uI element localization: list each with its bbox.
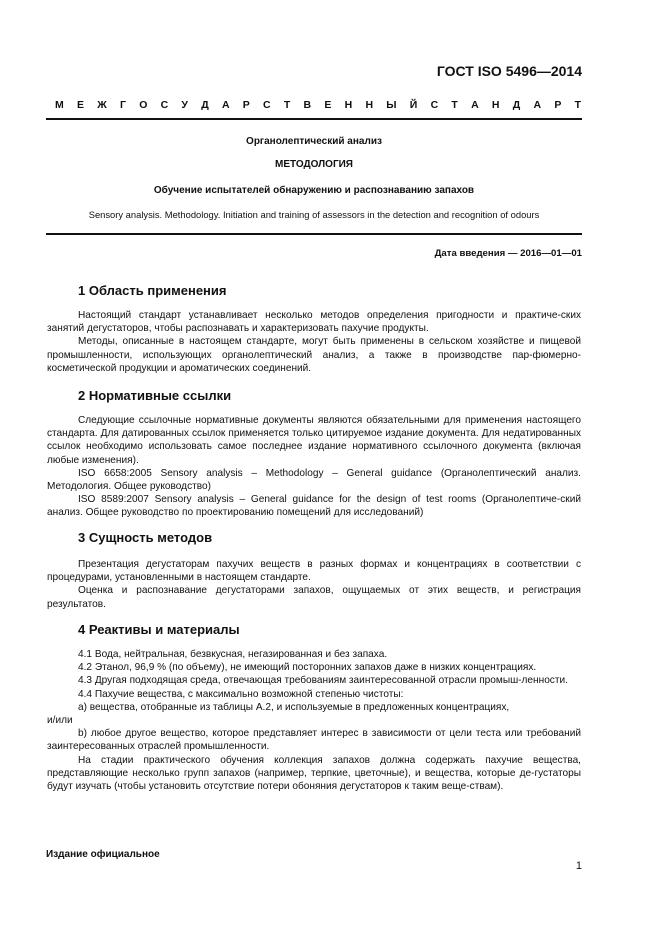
section-1-heading: 1 Область применения (78, 283, 227, 298)
document-code: ГОСТ ISO 5496—2014 (436, 63, 582, 79)
paragraph: Методы, описанные в настоящем стандарте, могут быть применены в сельском хозяйстве и пищевой промышленности, использующих органолептический анализ, а также в производстве пар-фюмерно-косметической продукции и ароматических соединений. (47, 336, 581, 374)
paragraph: 4.1 Вода, нейтральная, безвкусная, негазированная и без запаха. (78, 649, 388, 660)
section-4-body (47, 648, 581, 793)
title-rule (46, 233, 582, 235)
paragraph: Презентация дегустаторам пахучих веществ в разных формах и концентрациях в соответствии с процедурами, установленными в настоящем стандарте. (47, 559, 581, 584)
official-edition-label: Издание официальное (46, 849, 160, 860)
introduction-date-value: — 2016—01—01 (507, 248, 582, 259)
introduction-date (435, 248, 582, 259)
title-line-3: Обучение испытателей обнаружению и распознаванию запахов (153, 185, 475, 196)
title-line-1: Органолептический анализ (246, 136, 382, 147)
paragraph: a) вещества, отобранные из таблицы А.2, и используемые в предложенных концентрациях, (78, 701, 510, 713)
section-3-heading: 3 Сущность методов (78, 530, 213, 545)
section-1-body (47, 309, 581, 375)
paragraph: Настоящий стандарт устанавливает несколько методов определения пригодности и практиче-ских занятий дегустаторов, чтобы распознавать и характеризовать пахучие продукты. (47, 310, 581, 335)
page-number: 1 (575, 860, 582, 872)
standard-type-banner: М Е Ж Г О С У Д А Р С Т В Е Н Н Ы Й С Т А Н Д А Р Т (55, 99, 581, 111)
section-4-heading: 4 Реактивы и материалы (78, 622, 240, 637)
section-3-body (47, 558, 581, 611)
paragraph: b) любое другое вещество, которое представляет интерес в зависимости от цели теста или требований заинтересованных отраслей промышленности. (47, 728, 581, 753)
paragraph: 4.4 Пахучие вещества, с максимально возможной степенью чистоты: (78, 688, 404, 700)
title-english: Sensory analysis. Methodology. Initiation and training of assessors in the detection and recognition of odours (88, 209, 540, 220)
paragraph: и/или (47, 715, 73, 727)
header-rule (46, 118, 582, 120)
paragraph: На стадии практического обучения коллекция запахов должна содержать пахучие вещества, представляющие несколько групп запахов (например, терпкие, цветочные), и вещества, которые де-густаторы будут изучать (чтобы установить отсутствие потери обоняния дегустаторов к таким веще-ствам). (47, 754, 581, 793)
paragraph: 4.2 Этанол, 96,9 % (по объему), не имеющий посторонних запахов даже в низких концентрациях. (78, 662, 537, 674)
paragraph: ISO 6658:2005 Sensory analysis – Methodology – General guidance (Органолептический анализ. Методология. Общее руководство) (47, 467, 581, 493)
introduction-date-label: Дата введения (434, 248, 506, 259)
paragraph: Следующие ссылочные нормативные документы являются обязательными для применения настоящего стандарта. Для датированных ссылок применяется только цитируемое издание документа. Для недатированных ссылок необходимо использовать самое последнее издание нормативного ссылочного документа (включая любые изменения). (47, 415, 581, 466)
section-2-body (47, 414, 581, 520)
title-line-2: МЕТОДОЛОГИЯ (275, 159, 353, 170)
paragraph: ISO 8589:2007 Sensory analysis – General guidance for the design of test rooms (Органолептиче-ский анализ. Общее руководство по проектированию помещений для исследований) (47, 494, 581, 519)
paragraph: 4.3 Другая подходящая среда, отвечающая требованиям заинтересованной отрасли промыш-ленности. (78, 675, 568, 687)
paragraph: Оценка и распознавание дегустаторами запахов, ощущаемых от этих веществ, и регистрация результатов. (47, 585, 581, 610)
section-2-heading: 2 Нормативные ссылки (78, 388, 232, 403)
